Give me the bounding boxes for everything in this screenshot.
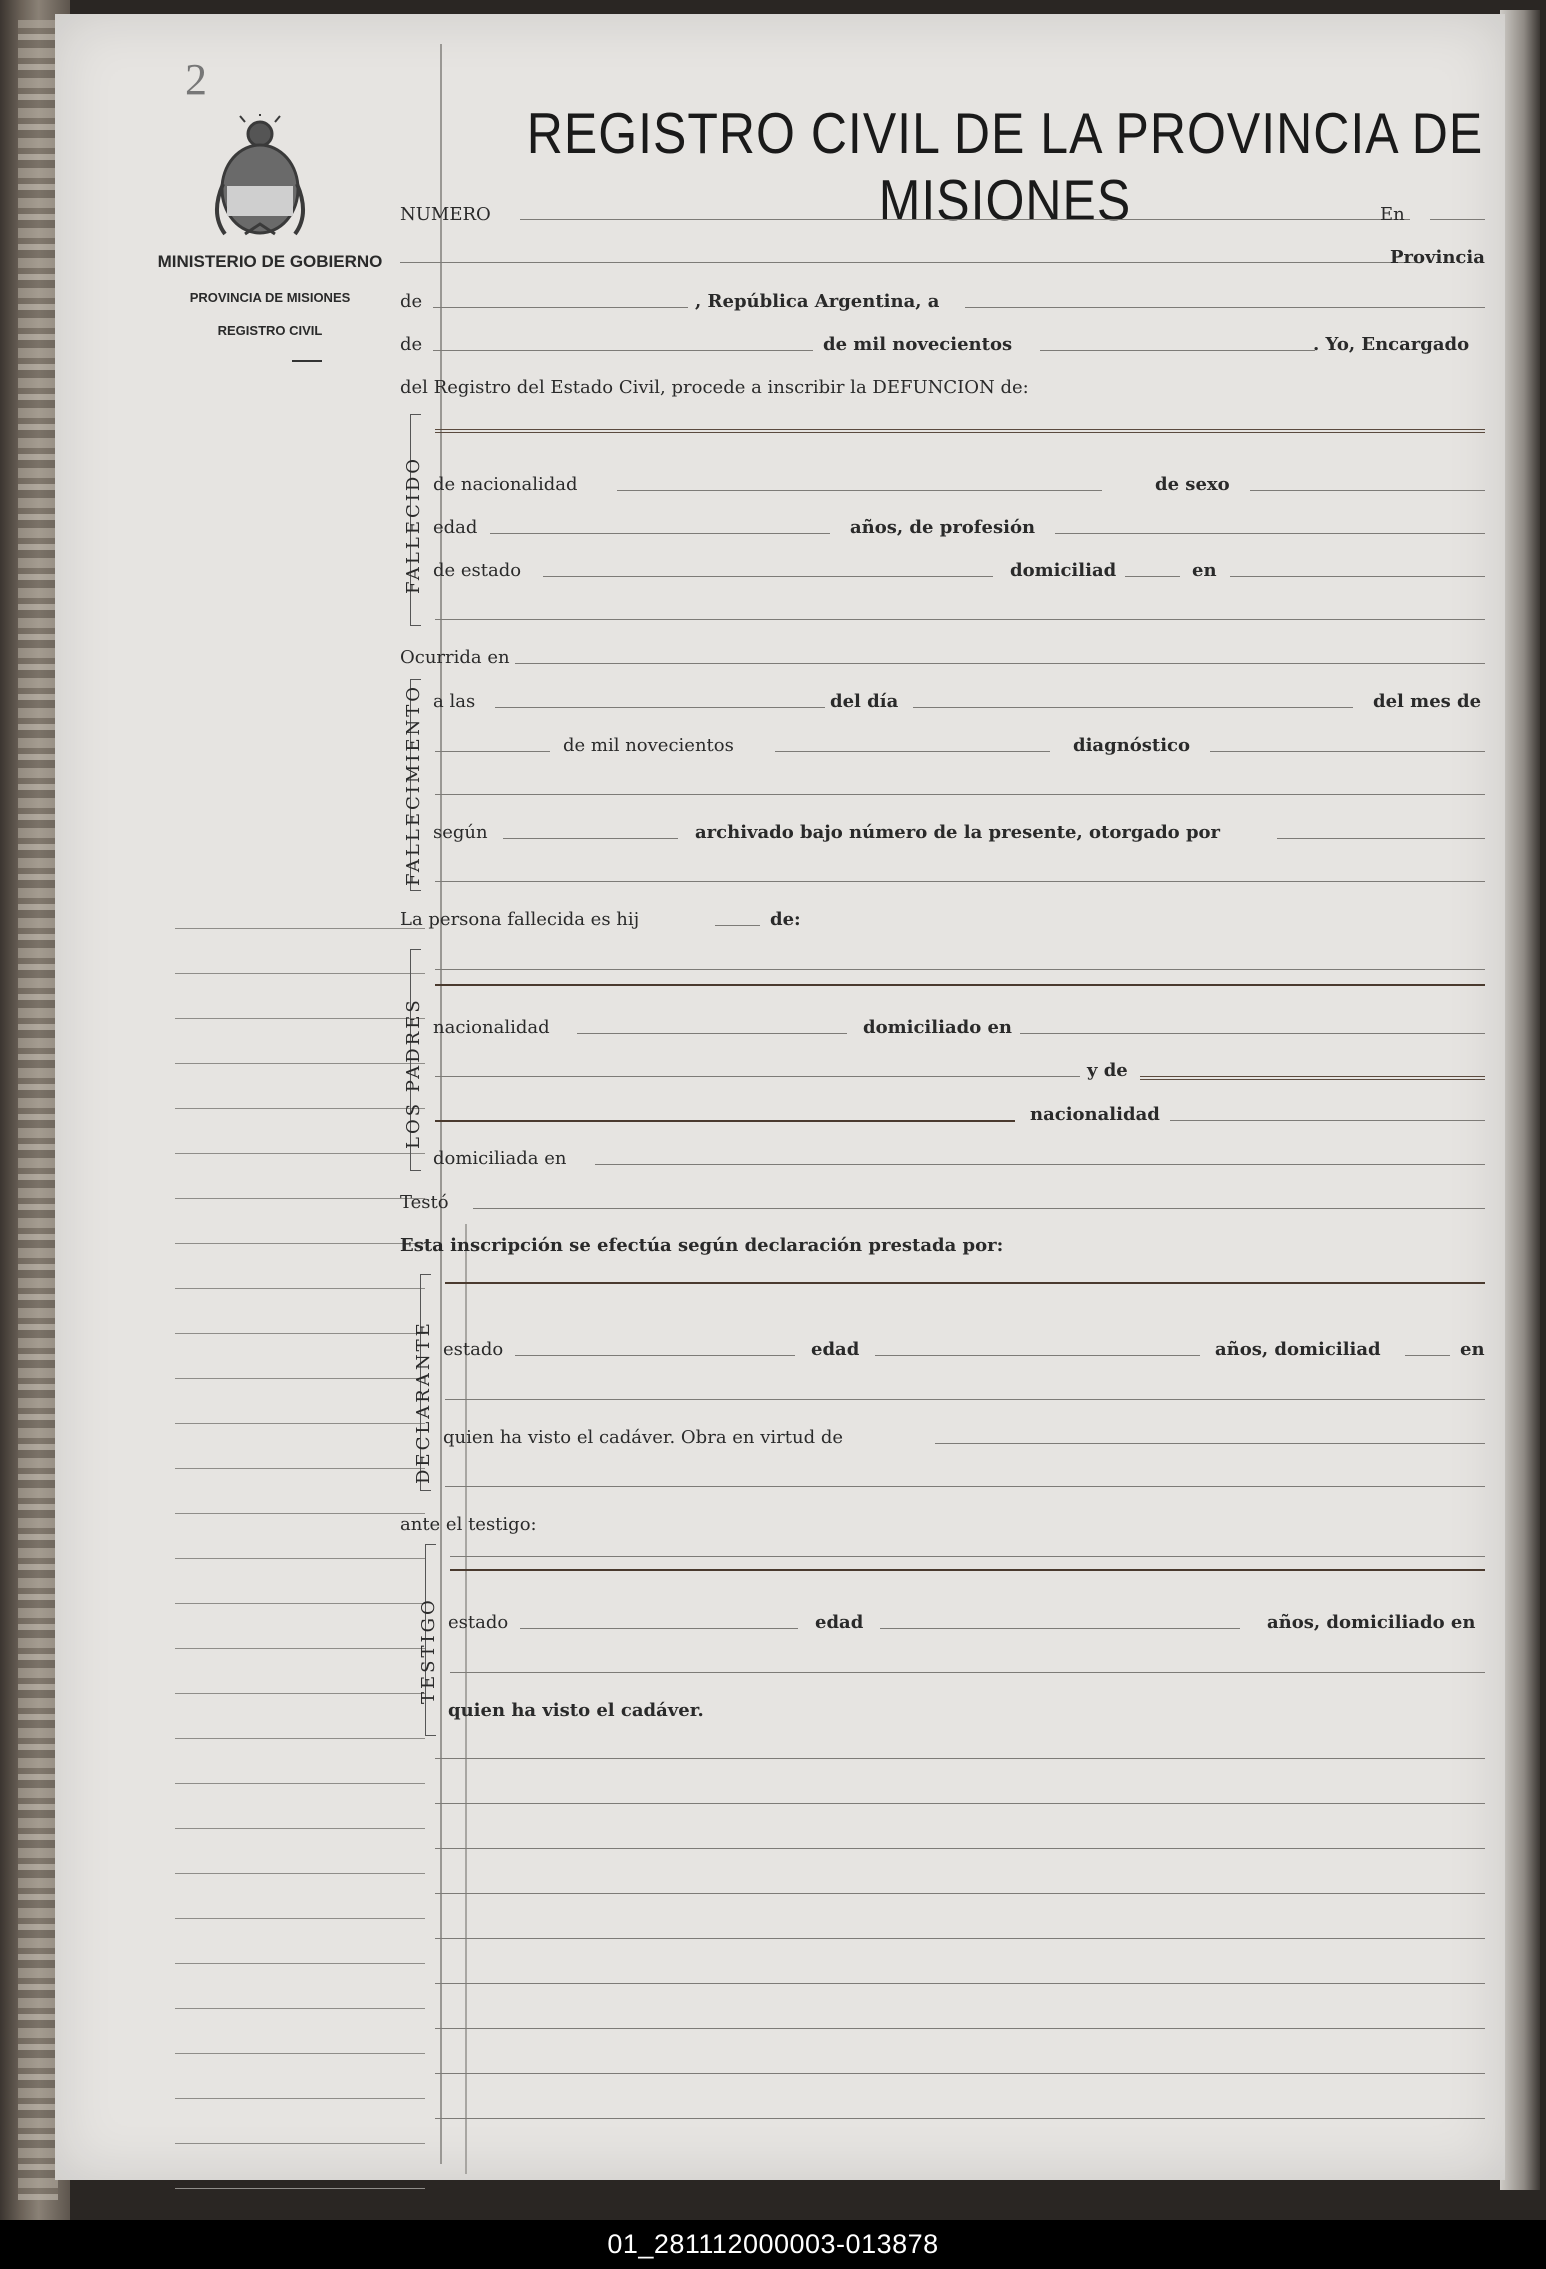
fallecido-en-label: en	[1192, 560, 1217, 581]
fallecido-domicilio-field-2[interactable]	[435, 619, 1485, 620]
madre-domiciliada-label: domiciliada en	[433, 1148, 567, 1169]
fallecimiento-side-label: FALLECIMIENTO	[403, 683, 424, 886]
testigo-edad-label: edad	[815, 1612, 864, 1633]
ministry-registry: REGISTRO CIVIL	[217, 323, 323, 338]
testigo-estado-label: estado	[448, 1612, 509, 1633]
declarante-en-label: en	[1460, 1339, 1485, 1360]
provincia-label: Provincia	[1390, 247, 1485, 268]
padre-nacionalidad-field[interactable]	[577, 1033, 847, 1034]
padre-domicilio-field[interactable]	[1020, 1033, 1485, 1034]
image-id-caption: 01_281112000003-013878	[0, 2220, 1546, 2269]
republica-label: , República Argentina, a	[695, 291, 940, 312]
page-edge	[1500, 10, 1540, 2190]
sheet-number: 2	[185, 55, 207, 104]
month-field[interactable]	[433, 350, 813, 351]
year-field[interactable]	[1040, 350, 1315, 351]
en-field[interactable]	[1430, 219, 1485, 220]
ocurrida-en-field[interactable]	[515, 663, 1485, 664]
ante-testigo-label: ante el testigo:	[400, 1514, 537, 1535]
page-title: REGISTRO CIVIL DE LA PROVINCIA DE MISIONES	[526, 101, 1484, 233]
madre-name-field[interactable]	[1140, 1076, 1485, 1080]
declarante-side-label: DECLARANTE	[413, 1320, 434, 1484]
persona-fallecida-label: La persona fallecida es hij	[400, 909, 640, 930]
obra-en-virtud-field[interactable]	[935, 1443, 1485, 1444]
province-field[interactable]	[433, 307, 688, 308]
del-dia-label: del día	[830, 691, 899, 712]
segun-label: según	[433, 822, 488, 843]
testigo-domicilio-field[interactable]	[450, 1672, 1485, 1673]
numero-field[interactable]	[520, 219, 1410, 220]
obra-en-virtud-field-2[interactable]	[445, 1486, 1485, 1487]
declarante-domicilio-field[interactable]	[445, 1399, 1485, 1400]
madre-nacionalidad-label: nacionalidad	[1030, 1104, 1160, 1125]
y-de-label: y de	[1087, 1060, 1128, 1081]
padre-domiciliado-label: domiciliado en	[863, 1017, 1013, 1038]
sexo-label: de sexo	[1155, 474, 1230, 495]
declarante-name-field[interactable]	[445, 1282, 1485, 1284]
testigo-side-label: TESTIGO	[418, 1597, 439, 1704]
dia-field[interactable]	[913, 707, 1353, 708]
padre-nacionalidad-label: nacionalidad	[433, 1017, 550, 1038]
register-page	[55, 14, 1505, 2180]
declaracion-intro: Esta inscripción se efectúa según declaración prestada por:	[400, 1235, 1004, 1256]
declarante-domiciliad-suffix[interactable]	[1405, 1355, 1450, 1356]
de-label-2: de	[400, 334, 423, 355]
padres-side-label: LOS PADRES	[403, 997, 424, 1149]
fallecido-domicilio-field[interactable]	[1230, 576, 1485, 577]
del-mes-label: del mes de	[1373, 691, 1482, 712]
notes-lines[interactable]	[435, 1714, 1485, 2119]
place-field[interactable]	[400, 262, 1420, 263]
testo-label: Testó	[400, 1192, 449, 1213]
fallecido-estado-field[interactable]	[543, 576, 993, 577]
padre-name-field[interactable]	[435, 984, 1485, 986]
declarante-edad-field[interactable]	[875, 1355, 1200, 1356]
ministry-dash	[292, 360, 322, 362]
ocurrida-en-label: Ocurrida en	[400, 647, 510, 668]
coat-of-arms-icon	[205, 114, 315, 244]
testigo-edad-field[interactable]	[880, 1628, 1240, 1629]
testigo-name-line-1	[450, 1556, 1485, 1557]
declarante-quien-label: quien ha visto el cadáver. Obra en virtud de	[443, 1427, 844, 1448]
diagnostico-label: diagnóstico	[1073, 735, 1191, 756]
fallecido-nacionalidad-field[interactable]	[617, 490, 1102, 491]
fallecido-sexo-field[interactable]	[1250, 490, 1485, 491]
fallecido-profesion-field[interactable]	[1055, 533, 1485, 534]
anos-profesion-label: años, de profesión	[850, 517, 1036, 538]
hora-field[interactable]	[495, 707, 825, 708]
fallecimiento-ano-field[interactable]	[775, 751, 1050, 752]
fallecido-name-field[interactable]	[435, 429, 1485, 433]
otorgado-por-field[interactable]	[1277, 838, 1485, 839]
testigo-quien-label: quien ha visto el cadáver.	[448, 1700, 704, 1721]
madre-nacionalidad-field[interactable]	[1170, 1120, 1485, 1121]
testigo-estado-field[interactable]	[520, 1628, 798, 1629]
testigo-name-field[interactable]	[450, 1569, 1485, 1571]
declarante-edad-label: edad	[811, 1339, 860, 1360]
declarante-estado-label: estado	[443, 1339, 504, 1360]
mil-novecientos-label: de mil novecientos	[823, 334, 1013, 355]
mes-field[interactable]	[435, 751, 550, 752]
yo-encargado-label: . Yo, Encargado	[1313, 334, 1470, 355]
declarante-estado-field[interactable]	[515, 1355, 795, 1356]
ministry-name: MINISTERIO DE GOBIERNO	[157, 252, 383, 271]
de-label-1: de	[400, 291, 423, 312]
testo-field[interactable]	[473, 1208, 1485, 1209]
ministry-province: PROVINCIA DE MISIONES	[189, 290, 351, 305]
hijo-suffix-field[interactable]	[715, 925, 760, 926]
madre-domicilio-field[interactable]	[595, 1164, 1485, 1165]
nacionalidad-label: de nacionalidad	[433, 474, 578, 495]
archivado-label: archivado bajo número de la presente, otorgado por	[695, 822, 1221, 843]
fallecido-domiciliad-suffix[interactable]	[1125, 576, 1180, 577]
otorgado-por-field-2[interactable]	[435, 881, 1485, 882]
del-registro-label: del Registro del Estado Civil, procede a inscribir la DEFUNCION de:	[400, 377, 1029, 398]
fallecido-edad-field[interactable]	[490, 533, 830, 534]
fallecimiento-mil-label: de mil novecientos	[563, 735, 734, 756]
padres-de-label: de:	[770, 909, 801, 930]
madre-name-field-2[interactable]	[435, 1120, 1015, 1122]
estado-label: de estado	[433, 560, 522, 581]
domiciliad-label: domiciliad	[1010, 560, 1117, 581]
en-label: En	[1380, 204, 1405, 225]
testigo-anos-label: años, domiciliado en	[1267, 1612, 1476, 1633]
segun-field[interactable]	[503, 838, 678, 839]
declarante-anos-label: años, domiciliad	[1215, 1339, 1381, 1360]
day-field[interactable]	[965, 307, 1485, 308]
numero-label: NUMERO	[400, 204, 491, 225]
diagnostico-field-2[interactable]	[435, 794, 1485, 795]
edad-label: edad	[433, 517, 478, 538]
padre-name-line-1	[435, 969, 1485, 970]
a-las-label: a las	[433, 691, 476, 712]
padre-domicilio-field-2[interactable]	[435, 1076, 1080, 1077]
fallecido-side-label: FALLECIDO	[403, 455, 424, 594]
diagnostico-field[interactable]	[1210, 751, 1485, 752]
margin-note-lines	[175, 884, 425, 2234]
